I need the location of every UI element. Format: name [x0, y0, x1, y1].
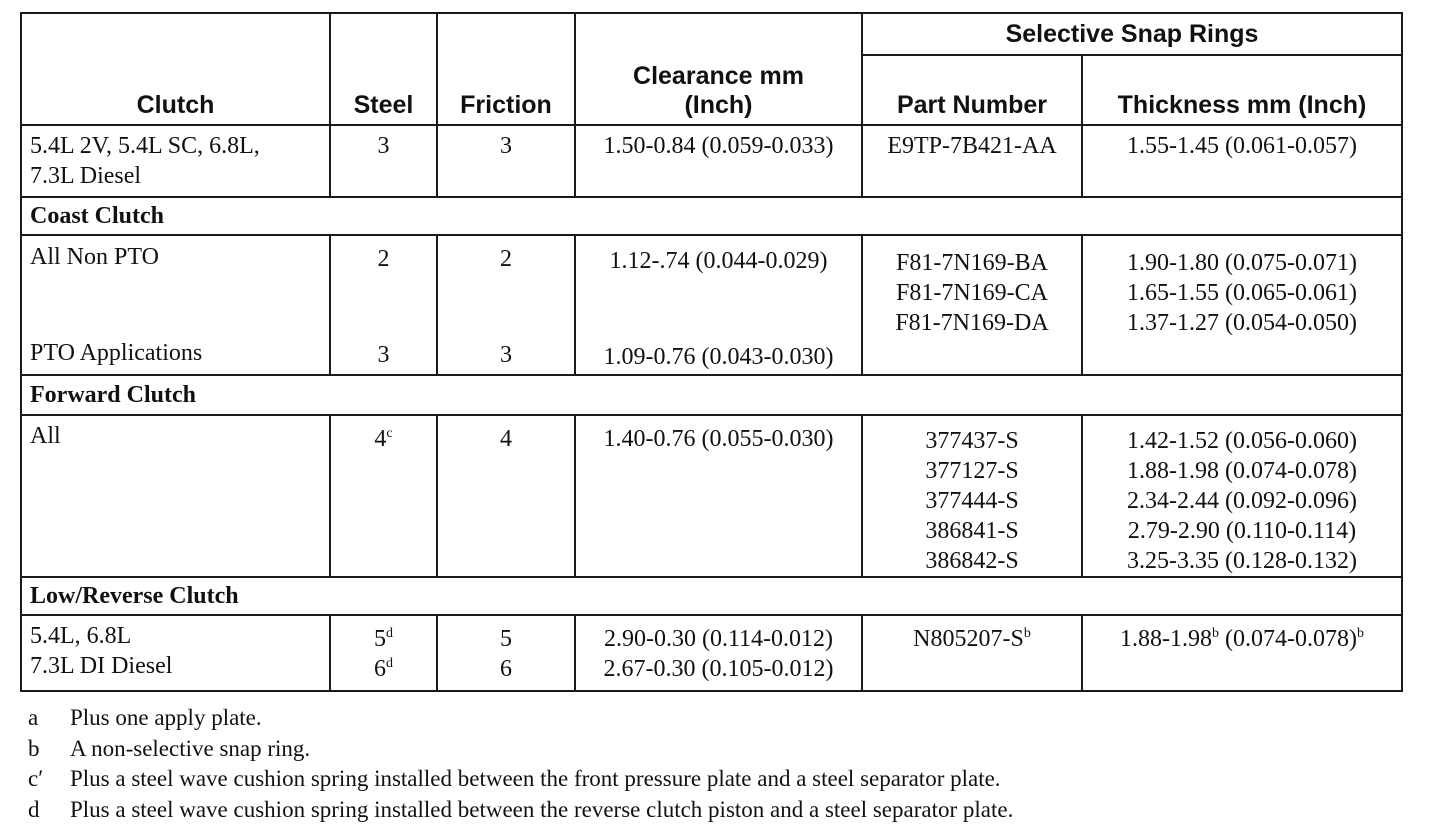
- header-clutch: Clutch: [21, 13, 330, 125]
- row1-clutch-line2: 7.3L Diesel: [30, 163, 142, 189]
- lowrev-clutch-cell: [21, 615, 330, 691]
- section-low-reverse-clutch: Low/Reverse Clutch: [21, 577, 1402, 615]
- footnotes: [28, 703, 1408, 825]
- lowrev-steel-2: [331, 654, 436, 684]
- lowrev-clearance-2: 2.67-0.30 (0.105-0.012): [603, 656, 834, 682]
- forward-thickness: 3.25-3.35 (0.128-0.132): [1127, 548, 1357, 574]
- header-selective-snap-rings: Selective Snap Rings: [862, 13, 1402, 55]
- coast-nonpto-clearance: 1.12-.74 (0.044-0.029): [609, 248, 828, 274]
- lowrev-steel-2-value: 6: [374, 656, 386, 682]
- coast-steel-cell: [330, 235, 437, 375]
- clutch-spec-table: [20, 12, 1403, 692]
- section-forward-clutch: Forward Clutch: [21, 375, 1402, 415]
- header-steel: Steel: [330, 13, 437, 125]
- coast-part: F81-7N169-BA: [895, 250, 1048, 276]
- row1-clutch-line1: 5.4L 2V, 5.4L SC, 6.8L,: [30, 133, 260, 159]
- coast-nonpto-label: All Non PTO: [30, 244, 159, 270]
- lowrev-friction-2: 6: [500, 656, 512, 682]
- forward-part: 386841-S: [925, 518, 1019, 544]
- lowrev-thickness-mm-note: b: [1212, 626, 1219, 641]
- lowrev-thickness-mm: 1.88-1.98: [1120, 626, 1212, 652]
- section-coast-clutch: Coast Clutch: [21, 197, 1402, 235]
- coast-thickness-cell: [1082, 235, 1402, 375]
- forward-thickness: 1.42-1.52 (0.056-0.060): [1127, 428, 1357, 454]
- lowrev-label-2: 7.3L DI Diesel: [30, 653, 173, 679]
- forward-parts-cell: [862, 415, 1082, 577]
- coast-pto-clearance: 1.09-0.76 (0.043-0.030): [603, 344, 834, 370]
- footnote-key: b: [28, 735, 40, 761]
- forward-label: All: [21, 415, 330, 577]
- footnote: [28, 764, 1408, 795]
- header-clearance: [575, 13, 862, 125]
- footnote-key: c′: [28, 766, 44, 791]
- table-row: [21, 615, 1402, 691]
- footnote-text: A non-selective snap ring.: [70, 735, 311, 761]
- lowrev-steel-1-note: d: [386, 626, 393, 641]
- coast-part: F81-7N169-CA: [895, 280, 1048, 306]
- coast-pto-label: PTO Applications: [30, 340, 203, 366]
- coast-pto-steel: 3: [377, 342, 390, 368]
- forward-thickness: 1.88-1.98 (0.074-0.078): [1127, 458, 1357, 484]
- forward-steel-note: c: [386, 426, 393, 441]
- footnote-text: Plus a steel wave cushion spring installed between the reverse clutch piston and a steel separator plate.: [70, 796, 1014, 822]
- lowrev-friction-cell: [437, 615, 575, 691]
- lowrev-friction-1: 5: [500, 626, 512, 652]
- header-clearance-line1: Clearance mm: [633, 62, 804, 90]
- row1-part: E9TP-7B421-AA: [862, 125, 1082, 197]
- header-clearance-line2: (Inch): [684, 91, 753, 119]
- coast-friction-cell: [437, 235, 575, 375]
- footnote: [28, 703, 1408, 734]
- lowrev-steel-2-note: d: [386, 656, 393, 671]
- coast-thickness: 1.65-1.55 (0.065-0.061): [1127, 280, 1357, 306]
- table-row: [21, 415, 1402, 577]
- lowrev-thickness-inch-note: b: [1356, 626, 1364, 641]
- coast-thickness: 1.37-1.27 (0.054-0.050): [1127, 310, 1357, 336]
- coast-part: F81-7N169-DA: [895, 310, 1049, 336]
- row1-friction: 3: [437, 125, 575, 197]
- coast-clearance-cell: [575, 235, 862, 375]
- forward-friction: 4: [437, 415, 575, 577]
- forward-steel-value: 4: [374, 426, 387, 452]
- lowrev-steel-1-value: 5: [374, 626, 386, 652]
- forward-thickness: 2.34-2.44 (0.092-0.096): [1127, 488, 1357, 514]
- footnote-text: Plus one apply plate.: [70, 705, 262, 730]
- header-friction: Friction: [437, 13, 575, 125]
- lowrev-clearance-cell: [575, 615, 862, 691]
- coast-parts-cell: [862, 235, 1082, 375]
- coast-pto-friction: 3: [500, 342, 512, 368]
- footnote: [28, 734, 1408, 765]
- lowrev-steel-1: [331, 624, 436, 654]
- row1-clutch: [21, 125, 330, 197]
- lowrev-part-value: N805207-S: [913, 626, 1024, 652]
- coast-thickness: 1.90-1.80 (0.075-0.071): [1127, 250, 1357, 276]
- coast-nonpto-steel: 2: [377, 246, 390, 272]
- forward-part: 386842-S: [925, 548, 1019, 574]
- lowrev-thickness: [1082, 615, 1402, 691]
- footnote-key: d: [28, 796, 40, 822]
- forward-part: 377437-S: [925, 428, 1019, 454]
- footnote-key: a: [28, 705, 39, 730]
- header-part-number: Part Number: [862, 55, 1082, 125]
- lowrev-thickness-inch: (0.074-0.078): [1219, 626, 1357, 652]
- forward-thickness: 2.79-2.90 (0.110-0.114): [1127, 518, 1357, 544]
- forward-clearance: 1.40-0.76 (0.055-0.030): [575, 415, 862, 577]
- coast-clutch-cell: [21, 235, 330, 375]
- row1-thickness: 1.55-1.45 (0.061-0.057): [1082, 125, 1402, 197]
- lowrev-clearance-1: 2.90-0.30 (0.114-0.012): [603, 626, 834, 652]
- forward-part: 377127-S: [925, 458, 1019, 484]
- footnote-text: Plus a steel wave cushion spring installed between the front pressure plate and a steel separator plate.: [70, 766, 1001, 791]
- coast-nonpto-friction: 2: [500, 246, 512, 272]
- table-row: [21, 125, 1402, 197]
- header-thickness: Thickness mm (Inch): [1082, 55, 1402, 125]
- row1-clearance: 1.50-0.84 (0.059-0.033): [575, 125, 862, 197]
- forward-thickness-cell: [1082, 415, 1402, 577]
- forward-part: 377444-S: [925, 488, 1019, 514]
- lowrev-steel-cell: [330, 615, 437, 691]
- lowrev-label-1: 5.4L, 6.8L: [30, 623, 132, 649]
- forward-steel: [330, 415, 437, 577]
- lowrev-part-note: b: [1023, 626, 1031, 641]
- lowrev-part: [862, 615, 1082, 691]
- row1-steel: 3: [330, 125, 437, 197]
- footnote: [28, 795, 1408, 826]
- table-row: [21, 235, 1402, 375]
